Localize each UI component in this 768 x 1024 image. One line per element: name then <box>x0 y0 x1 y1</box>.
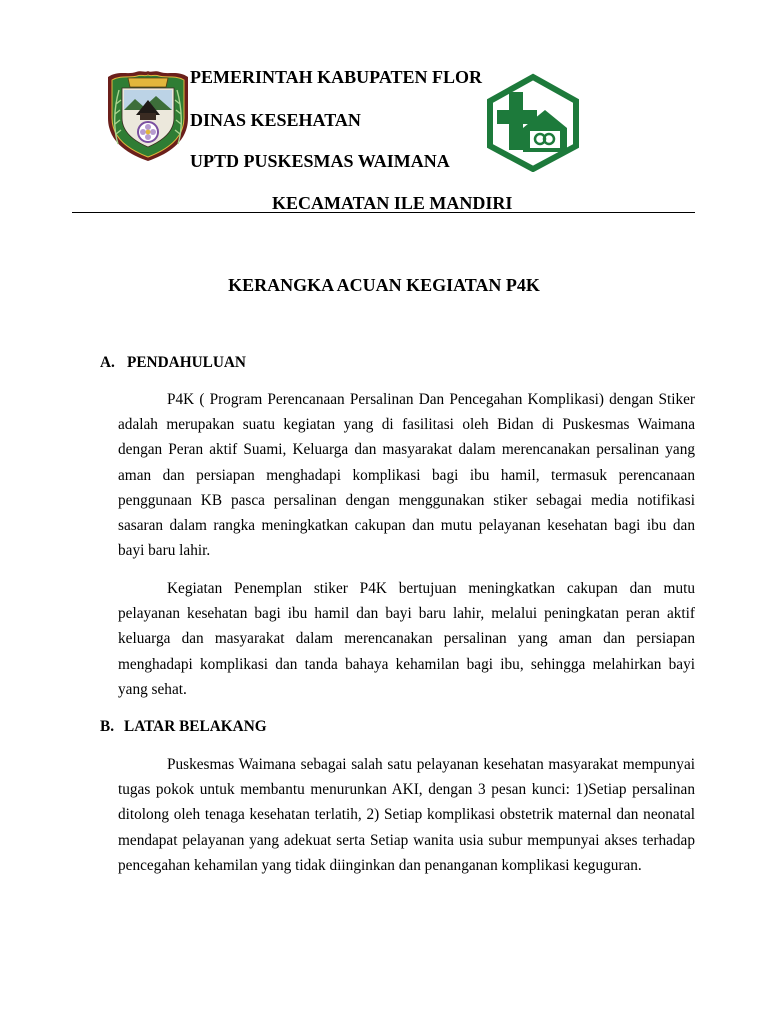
section-number: A. <box>100 354 115 371</box>
letterhead-line-unit: UPTD PUSKESMAS WAIMANA <box>190 151 450 171</box>
letterhead-line-government: PEMERINTAH KABUPATEN FLOR <box>190 67 483 87</box>
section-number: B. <box>100 718 115 735</box>
crest-flower-center <box>146 130 151 135</box>
crest-house-body <box>140 113 156 120</box>
document-title: KERANGKA ACUAN KEGIATAN P4K <box>228 275 540 295</box>
paragraph-line: yang sehat. <box>118 680 187 698</box>
puskesmas-logo-icon <box>483 72 583 172</box>
crest-graphic <box>106 68 190 162</box>
paragraph-line: penggunaan KB pasca persalinan dengan menggunakan stiker sebagai media notifikasi <box>118 491 695 509</box>
crest-flower-petal <box>150 129 156 135</box>
paragraph-line: Kegiatan Penemplan stiker P4K bertujuan meningkatkan cakupan dan mutu <box>167 580 695 597</box>
section-heading: LATAR BELAKANG <box>124 718 267 735</box>
paragraph-line: pelayanan kesehatan bagi ibu hamil dan bayi baru lahir, melalui peningkatan peran aktif <box>118 605 695 623</box>
paragraph <box>118 387 695 563</box>
letterhead-line-district: KECAMATAN ILE MANDIRI <box>272 193 513 213</box>
crest-flower-petal <box>145 134 151 140</box>
paragraph-line: dengan Peran aktif Suami, Keluarga dan masyarakat dalam merencanakan persalinan yang <box>118 441 695 459</box>
crest-flower-petal <box>140 129 146 135</box>
puskesmas-logo-graphic <box>483 72 583 172</box>
letterhead-line-department: DINAS KESEHATAN <box>190 110 361 130</box>
paragraph-line: ditolong oleh tenaga kesehatan terlatih, 2) Setiap komplikasi obstetrik maternal dan neonatal <box>118 806 695 824</box>
paragraph-line: menghadapi komplikasi dan tanda bahaya kehamilan bagi ibu, sehingga melahirkan bayi <box>118 655 695 673</box>
paragraph-line: sasaran dalam rangka meningkatkan cakupan dan mutu pelayanan kesehatan bagi ibu dan <box>118 517 695 535</box>
paragraph-line: adalah merupakan suatu kegiatan yang di fasilitasi oleh Bidan di Puskesmas Waimana <box>118 416 695 434</box>
paragraph <box>118 576 695 702</box>
paragraph-line: aman dan persiapan menghadapi komplikasi bagi ibu hamil, termasuk perencanaan <box>118 466 695 484</box>
regency-crest-icon <box>106 68 190 162</box>
paragraph-line: keluarga dan masyarakat dalam merencanakan persalinan yang aman dan persiapan <box>118 630 695 648</box>
paragraph-line: bayi baru lahir. <box>118 542 211 560</box>
paragraph-line: P4K ( Program Perencanaan Persalinan Dan Pencegahan Komplikasi) dengan Stiker <box>167 391 695 408</box>
paragraph-line: mendapat pelayanan yang adekuat serta Setiap wanita usia subur mempunyai akses terhadap <box>118 831 695 849</box>
section-heading: PENDAHULUAN <box>127 354 246 371</box>
crest-flower-petal <box>145 124 151 130</box>
crest-banner <box>128 78 168 87</box>
paragraph <box>118 752 695 878</box>
paragraph-line: pencegahan kehamilan yang tidak diinginkan dan penanganan komplikasi keguguran. <box>118 856 642 874</box>
paragraph-line: tugas pokok untuk membantu menurunkan AKI, dengan 3 pesan kunci: 1)Setiap persalinan <box>118 781 695 799</box>
paragraph-line: Puskesmas Waimana sebagai salah satu pelayanan kesehatan masyarakat mempunyai <box>167 756 695 773</box>
